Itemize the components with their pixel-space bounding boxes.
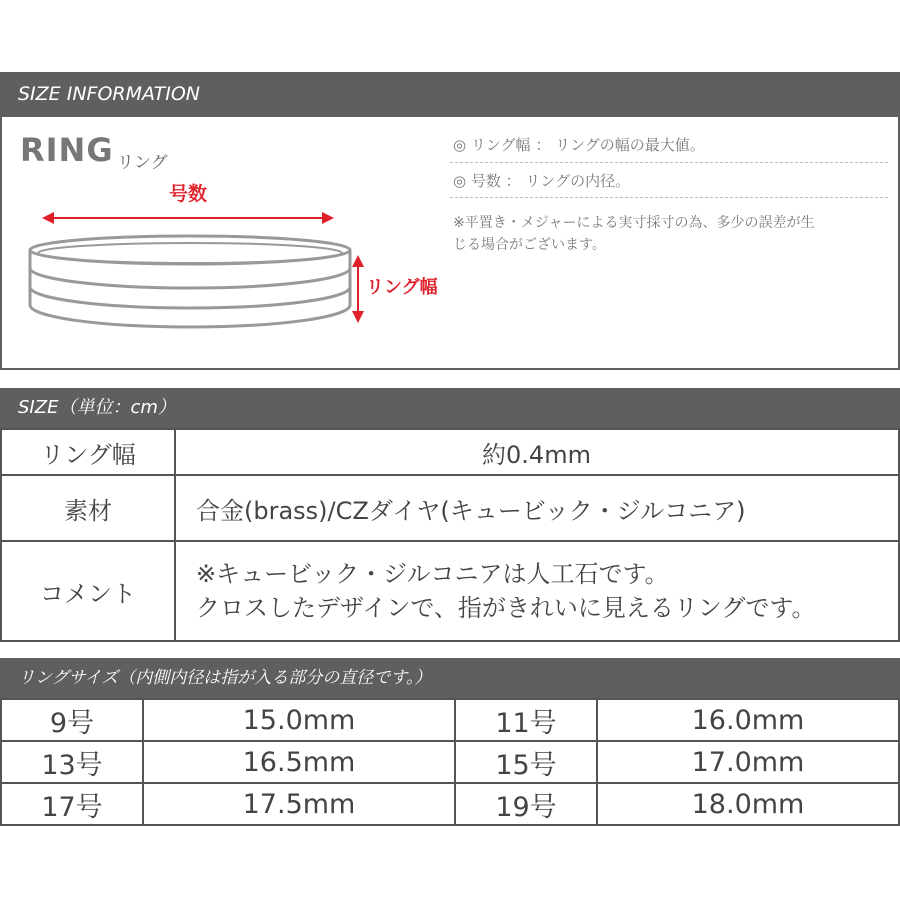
ring-subtitle: リング [117,153,168,173]
size-cell: 13号 [1,741,143,783]
spec-value: 合金(brass)/CZダイヤ(キュービック・ジルコニア) [175,475,899,541]
spec-value [175,541,899,641]
size-cell: 19号 [455,783,597,825]
table-row [1,429,899,475]
divider [450,197,888,198]
size-cell: 17号 [1,783,143,825]
mm-cell: 15.0mm [143,699,455,741]
spec-key: コメント [1,541,175,641]
size-cell: 9号 [1,699,143,741]
mm-cell: 17.0mm [597,741,899,783]
note-size: ◎ 号数 ： リングの内径。 [453,172,631,190]
note-width: ◎ リング幅 ： リングの幅の最大値。 [453,136,705,154]
size-header: SIZE（単位：cm） [0,388,900,428]
mm-cell: 17.5mm [143,783,455,825]
table-row [1,741,899,783]
disclaimer-line-1: ※平置き・メジャーによる実寸採寸の為、多少の誤差が生 [453,215,815,231]
ring-diagram [20,175,450,355]
table-row [1,783,899,825]
ring-shape [30,236,350,327]
size-cell: 11号 [455,699,597,741]
spec-key: 素材 [1,475,175,541]
comment-line-2: クロスしたデザインで、指がきれいに見えるリングです。 [196,594,816,622]
table-row [1,475,899,541]
disclaimer-line-2: じる場合がございます。 [453,237,606,253]
ring-size-table [0,698,900,826]
width-arrow [352,255,364,323]
mm-cell: 16.0mm [597,699,899,741]
size-cell: 15号 [455,741,597,783]
spec-value: 約0.4mm [175,429,899,475]
width-label: リング幅 [366,277,438,298]
disclaimer [453,212,893,256]
table-row [1,541,899,641]
size-information-header: SIZE INFORMATION [0,72,900,117]
table-row [1,699,899,741]
divider [450,162,888,163]
size-label: 号数 [168,183,208,205]
ring-size-header: リングサイズ（内側内径は指が入る部分の直径です。） [0,658,900,698]
comment-line-1: ※キュービック・ジルコニアは人工石です。 [196,560,669,588]
spec-key: リング幅 [1,429,175,475]
size-arrow [42,212,334,224]
ring-title: RING [20,131,114,169]
mm-cell: 16.5mm [143,741,455,783]
mm-cell: 18.0mm [597,783,899,825]
spec-table [0,428,900,642]
